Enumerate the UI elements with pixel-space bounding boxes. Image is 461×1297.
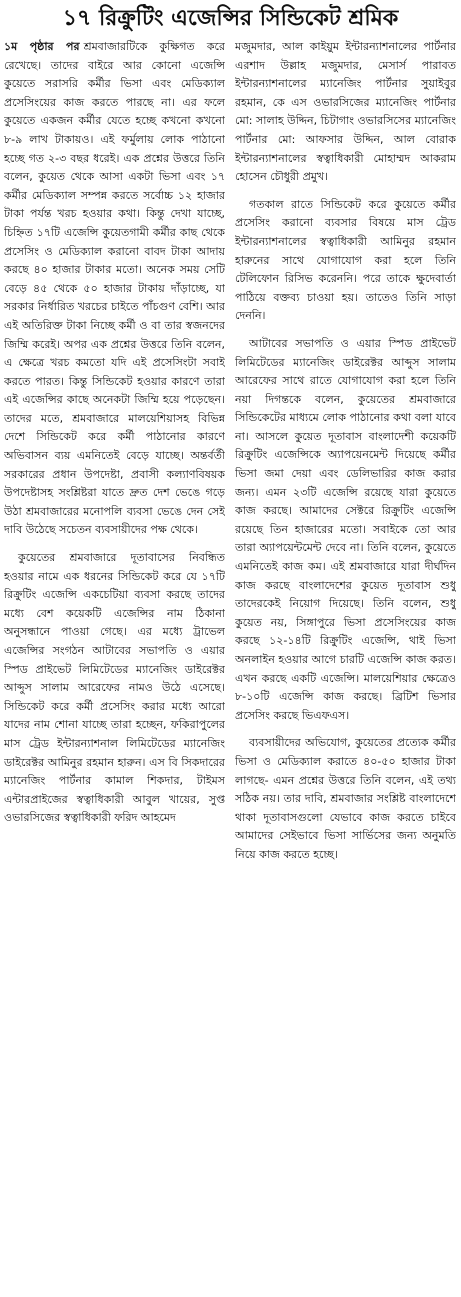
paragraph xyxy=(4,38,225,540)
right-column xyxy=(235,38,456,1293)
continued-from-label: ১ম পৃষ্ঠার পর xyxy=(4,40,80,53)
paragraph: গতকাল রাতে সিন্ডিকেট করে কুয়েতে কর্মীর প্রসেসিং করানো ব্যবসার বিষয়ে মাস ট্রেড ইন্টারন্যাশনালের স্বত্বাধিকারী আমিনুর রহমান হারুনের সাথে যোগাযোগ করা হলে তিনি টেলিফোন রিসিভ করেননি। পরে তাকে ক্ষুদেবার্তা পাঠিয়ে বক্তব্য চাওয়া হয়। তাতেও তিনি সাড়া দেননি। xyxy=(235,197,456,323)
left-column xyxy=(4,38,225,1293)
paragraph-text: শ্রমবাজারটিকে কুক্ষিগত করে রেখেছে। তাদের বাইরে আর কোনো এজেন্সি কুয়েতে সরাসরি কর্মীর ভিসা এবং মেডিক্যাল প্রসেসিংয়ের কাজ করতে পারছে না। এর ফলে কুয়েতে একজন কর্মীর যেতে হচ্ছে কখনো কখনো ৮-৯ লাখ টাকায়ও। এই ফর্মুলায় লোক পাঠানো হচ্ছে গত ২-৩ বছর ধরেই। এক প্রশ্নের উত্তরে তিনি বলেন, কুয়েত থেকে আসা একটা ভিসা এবং ১৭ কর্মীর মেডিক্যাল সম্পন্ন করতে সর্বোচ্চ ১২ হাজার টাকা পর্যন্ত খরচ হওয়ার কথা। কিন্তু দেখা যাচ্ছে, চিহ্নিত ১৭টি এজেন্সি কুয়েতগামী কর্মীর কাছ থেকে প্রসেসিং ও মেডিক্যাল করানো বাবদ টাকা আদায় করছে ৪০ হাজার টাকার মতো। অনেক সময় সেটি বেড়ে ৪৫ থেকে ৫০ হাজার টাকায় দাঁড়াচ্ছে, যা সরকার নির্ধারিত খরচের চাইতে পাঁচগুণ বেশি। আর এই অতিরিক্ত টাকা নিচ্ছে কর্মী ও বা তার স্বজনদের জিম্মি করেই। অপর এক প্রশ্নের উত্তরে তিনি বলেন, এ ক্ষেত্রে খরচ কমতো যদি এই প্রসেসিংটা সবাই করতে পারত। কিন্তু সিন্ডিকেট হওয়ার কারণে তারা এই এজেন্সির কাছে অনেকটা জিম্মি হয়ে পড়েছেন। তাদের মতে, শ্রমবাজারে মালয়েশিয়াসহ বিভিন্ন দেশে সিন্ডিকেট করে কর্মী পাঠানোর কারণে অভিবাসন ব্যয় এমনিতেই বেড়ে যাচ্ছে। অন্তর্বর্তী সরকারের প্রধান উপদেষ্টা, প্রবাসী কল্যাণবিষয়ক উপদেষ্টাসহ সংশ্লিষ্টরা যাতে দ্রুত দেশ ভেঙে গড়ে উঠা শ্রমবাজারের মনোপলি ব্যবসা ভেঙে দেন সেই দাবি উঠেছে সচেতন ব্যবসায়ীদের পক্ষ থেকে। xyxy=(4,40,225,537)
paragraph: আটাবের সভাপতি ও এয়ার স্পিড প্রাইভেট লিমিটেডের ম্যানেজিং ডাইরেক্টর আব্দুস সালাম আরেফের সাথে রাতে যোগাযোগ করা হলে তিনি নয়া দিগন্তকে বলেন, কুয়েতের শ্রমবাজারে সিন্ডিকেটের মাধ্যমে লোক পাঠানোর কথা বলা যাবে না। আসলে কুয়েত দূতাবাস বাংলাদেশী কয়েকটি রিক্রুটিং এজেন্সিকে অ্যাপয়েনমেন্ট দিয়েছে কর্মীর ভিসা জমা দেয়া এবং ডেলিভারির কাজ করার জন্য। এমন ২৩টি এজেন্সি রয়েছে যারা কুয়েতে কাজ করছে। আমাদের সেক্টরে রিক্রুটিং এজেন্সি রয়েছে তিন হাজারের মতো। সবাইকে তো আর তারা অ্যাপয়েন্টমেন্ট দেবে না। তিনি বলেন, কুয়েতে এমনিতেই কাজ কম। এই শ্রমবাজারে যারা দীর্ঘদিন কাজ করছে বাংলাদেশের কুয়েত দূতাবাস শুধু তাদেরকেই নিয়োগ দিয়েছে। তিনি বলেন, শুধু কুয়েত নয়, সিঙ্গাপুরে ভিসা প্রসেসিংয়ের কাজ করছে ১২-১৪টি রিক্রুটিং এজেন্সি, থাই ভিসা অনলাইন হওয়ার আগে চারটি এজেন্সি কাজ করত। এখন করছে একটি এজেন্সি। মালয়েশিয়ার ক্ষেত্রেও ৮-১০টি এজেন্সি কাজ করছে। ব্রিটিশ ভিসার প্রসেসিং করছে ভিএফএস। xyxy=(235,336,456,722)
article-headline: ১৭ রিক্রুটিং এজেন্সির সিন্ডিকেট শ্রমিক xyxy=(62,6,399,31)
paragraph: ব্যবসায়ীদের অভিযোগ, কুয়েতের প্রত্যেক কর্মীর ভিসা ও মেডিক্যাল করাতে ৪০-৫০ হাজার টাকা লাগছে- এমন প্রশ্নের উত্তরে তিনি বলেন, এই তথ্য সঠিক নয়। তার দাবি, শ্রমবাজার সংশ্লিষ্ট বাংলাদেশে থাকা দূতাবাসগুলো যেভাবে কাজ করতে চাইবে আমাদের সেইভাবে ভিসা সার্ভিসের জন্য অনুমতি নিয়ে কাজ করতে হচ্ছে। xyxy=(235,736,456,861)
article-body xyxy=(4,38,457,1293)
paragraph: কুয়েতের শ্রমবাজারে দূতাবাসের নিবন্ধিত হওয়ার নামে এক ধরনের সিন্ডিকেট করে যে ১৭টি রিক্রুটিং এজেন্সি একচেটিয়া ব্যবসা করছে তাদের মধ্যে বেশ কয়েকটি এজেন্সির নাম ঠিকানা অনুসন্ধানে পাওয়া গেছে। এর মধ্যে ট্রাভেল এজেন্সির সংগঠন আটাবের সভাপতি ও এয়ার স্পিড প্রাইভেট লিমিটেডের ম্যানেজিং ডাইরেক্টর আব্দুস সালাম আরেফের নামও উঠে এসেছে। সিন্ডিকেট করে কর্মী প্রসেসিং করার মধ্যে আরো যাদের নাম শোনা যাচ্ছে তারা হচ্ছেন, ফকিরাপুলের মাস ট্রেড ইন্টারন্যাশনাল লিমিটেডের ম্যানেজিং ডাইরেক্টর আমিনুর রহমান হারুন। এস বি সিকদারের ম্যানেজিং পার্টনার কামাল শিকদার, টাইমস এন্টারপ্রাইজের স্বত্বাধিকারী আবুল খায়ের, সুপ্ত ওভারসিজের স্বত্বাধিকারী ফরিদ আহমেদ xyxy=(4,551,225,825)
paragraph: মজুমদার, আল কাইয়ুম ইন্টারন্যাশনালের পার্টনার এরশাদ উল্লাহ মজুমদার, মেসার্স পারাবত ইন্টারন্যাশনালের ম্যানেজিং পার্টনার সুয়াইবুর রহমান, কে এস ওভারসিজের ম্যানেজিং পার্টনার মো: সালাহ উদ্দিন, চিটাগাং ওভারসিসের ম্যানেজিং পার্টনার মো: আফসার উদ্দিন, আল বোরাক ইন্টারন্যাশনালের স্বত্বাধিকারী মোহাম্মদ আকরাম হোসেন চৌধুরী প্রমুখ। xyxy=(235,40,456,184)
